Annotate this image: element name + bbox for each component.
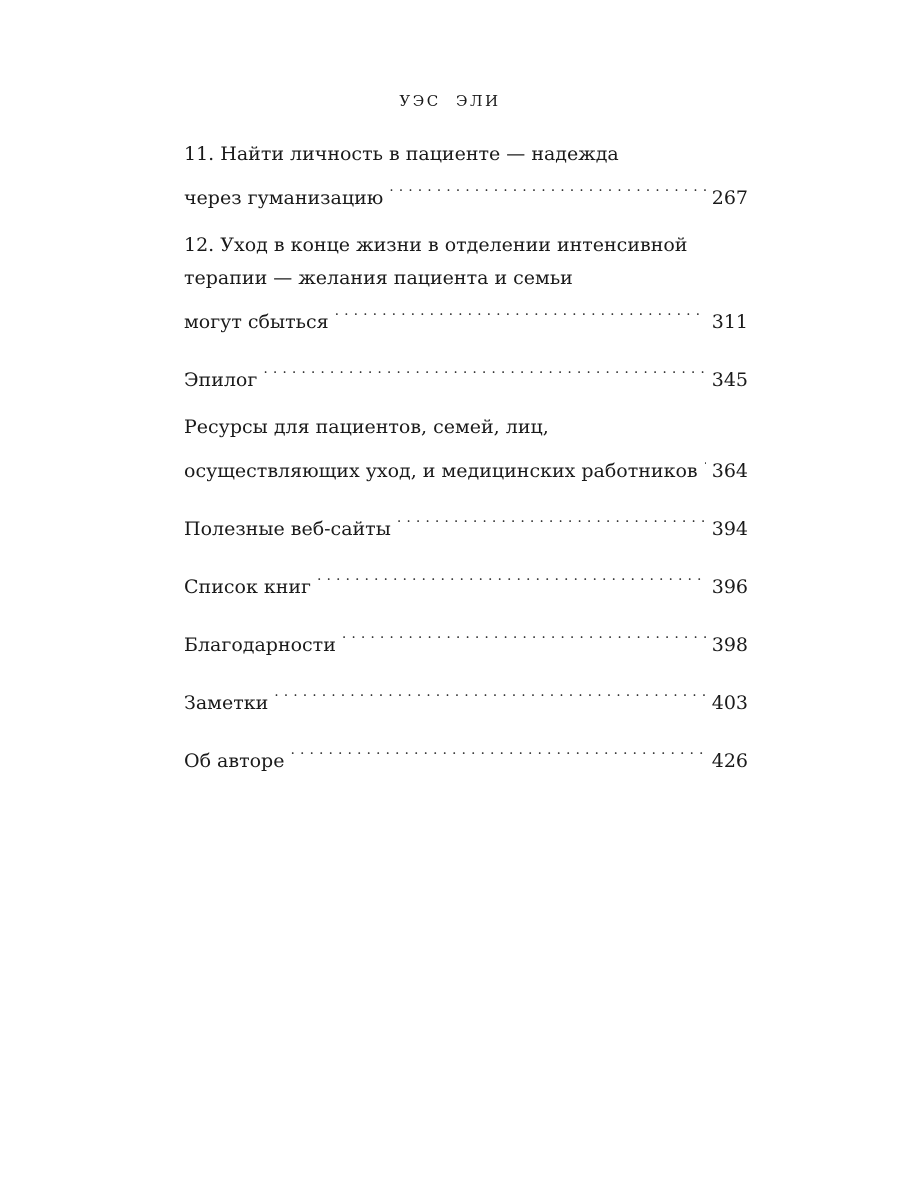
dot-leader [397,502,706,535]
toc-entry-leader-line [184,560,748,604]
page-number: 403 [711,692,748,714]
dot-leader [290,734,705,767]
page-number: 426 [711,750,748,772]
toc-entry-leader-line [184,353,748,397]
toc-entry-leader-line [184,502,748,546]
dot-leader [317,560,706,593]
toc-entry [184,676,748,720]
toc-entry-leader-line [184,618,748,662]
toc-entry-title-end: Об авторе [184,750,285,772]
toc-entry [184,229,748,339]
toc-entry [184,734,748,778]
toc-entry-leader-line [184,171,748,215]
page-number: 345 [711,369,748,391]
dot-leader [389,171,705,204]
toc-entry-leader-line [184,676,748,720]
toc-entry-title-end: могут сбыться [184,311,329,333]
toc-entry-title-end: Полезные веб-сайты [184,518,391,540]
toc-entry-title-line: 12. Уход в конце жизни в отделении интенсивной [184,234,688,256]
toc-entry-title-end: Благодарности [184,634,336,656]
toc-entry-leader-line [184,295,748,339]
toc-entry-title-line: терапии — желания пациента и семьи [184,267,573,289]
toc-entry-title-line: 11. Найти личность в пациенте — надежда [184,143,619,165]
page-number: 364 [711,460,748,482]
toc-entry [184,411,748,488]
dot-leader [342,618,706,651]
toc-entry-leader-line [184,444,748,488]
toc-entry [184,502,748,546]
page-number: 394 [711,518,748,540]
toc-entry-title-line: Ресурсы для пациентов, семей, лиц, [184,416,549,438]
toc-entry-title-end: осуществляющих уход, и медицинских работников [184,460,698,482]
toc-entry-title-end: Заметки [184,692,269,714]
page-number: 396 [711,576,748,598]
dot-leader [335,295,706,328]
running-head: УЭС ЭЛИ [399,92,501,110]
toc-entry-title-end: через гуманизацию [184,187,384,209]
toc-entry-title-end: Список книг [184,576,312,598]
toc-entry-title-end: Эпилог [184,369,258,391]
toc-entry [184,618,748,662]
page-number: 267 [711,187,748,209]
dot-leader [263,353,705,386]
dot-leader [274,676,705,709]
page-number: 311 [711,311,748,333]
dot-leader [704,444,706,477]
toc-entry [184,353,748,397]
toc-entry [184,560,748,604]
page-number: 398 [711,634,748,656]
toc-entry [184,138,748,215]
toc-entry-leader-line [184,734,748,778]
table-of-contents [184,138,748,792]
